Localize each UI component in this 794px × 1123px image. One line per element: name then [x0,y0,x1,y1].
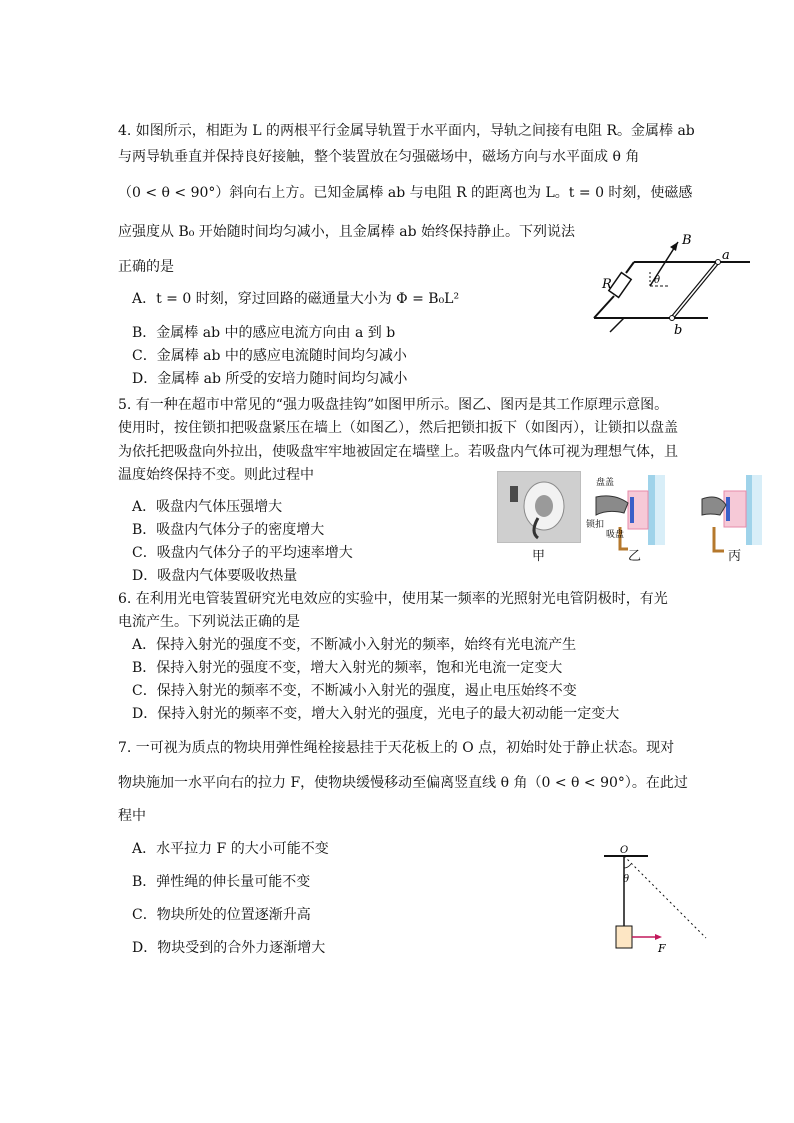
label-lock: 锁扣 [586,520,605,530]
q4-option-a: A．t = 0 时刻，穿过回路的磁通量大小为 Φ = B₀L² [132,291,460,307]
q5-stem-line-2: 使用时，按住锁扣把吸盘紧压在墙上（如图乙），然后把锁扣扳下（如图丙），让锁扣以盘盖 [118,420,678,436]
label-b-field: B [682,233,692,248]
label-cover: 盘盖 [596,478,615,488]
q7-stem-line-1: 7. 一可视为质点的物块用弹性绳栓接悬挂于天花板上的 O 点，初始时处于静止状态。现对 [118,740,675,756]
label-a: a [722,248,730,263]
label-cup: 吸盘 [606,530,625,540]
label-f: F [658,942,666,954]
label-theta-7: θ [623,874,630,885]
q5-stem-line-4: 温度始终保持不变。则此过程中 [118,467,314,483]
suction-hook-photo [497,471,581,543]
caption-jia: 甲 [532,549,546,564]
q4-stem-line-2: 与两导轨垂直并保持良好接触，整个装置放在匀强磁场中，磁场方向与水平面成 θ 角 [118,149,640,165]
q5-option-c: C．吸盘内气体分子的平均速率增大 [132,545,353,561]
label-theta: θ [654,275,661,286]
q6-option-d: D．保持入射光的频率不变，增大入射光的强度，光电子的最大初动能一定变大 [132,706,620,722]
q6-option-c: C．保持入射光的频率不变，不断减小入射光的强度，遏止电压始终不变 [132,683,577,699]
caption-bing: 丙 [728,549,742,564]
q4-stem-line-3: （0 < θ < 90°）斜向右上方。已知金属棒 ab 与电阻 R 的距离也为 L。t = 0 时刻，使磁感 [118,185,693,201]
label-r: R [602,277,612,292]
q6-option-b: B．保持入射光的强度不变，增大入射光的频率，饱和光电流一定变大 [132,660,563,676]
deflected-line [624,856,706,938]
q4-rail-figure [590,228,762,340]
q7-option-b: B．弹性绳的伸长量可能不变 [132,874,311,890]
q5-option-a: A．吸盘内气体压强增大 [132,499,283,515]
q7-option-a: A．水平拉力 F 的大小可能不变 [132,841,329,857]
q7-stem-line-3: 程中 [118,808,146,824]
q4-stem-line-4: 应强度从 B₀ 开始随时间均匀减小，且金属棒 ab 始终保持静止。下列说法 [118,224,576,240]
resistor-icon [609,273,631,298]
q5-option-b: B．吸盘内气体分子的密度增大 [132,522,325,538]
q5-stem-line-3: 为依托把吸盘向外拉出，使吸盘牢牢地被固定在墙壁上。若吸盘内气体可视为理想气体，且 [118,444,678,460]
block [616,926,632,948]
caption-yi: 乙 [628,549,642,564]
q6-stem-line-2: 电流产生。下列说法正确的是 [118,614,300,630]
metal-bar [672,262,718,318]
q5-option-d: D．吸盘内气体要吸收热量 [132,568,298,584]
q4-stem-line-1: 4. 如图所示，相距为 L 的两根平行金属导轨置于水平面内，导轨之间接有电阻 R。金属棒 ab [118,123,695,139]
q6-stem-line-1: 6. 在利用光电管装置研究光电效应的实验中，使用某一频率的光照射光电管阴极时，有光 [118,591,668,607]
label-b: b [674,323,683,338]
q7-pendulum-figure [598,842,710,954]
label-o: O [620,845,629,856]
q4-stem-line-5: 正确的是 [118,259,174,275]
q4-option-c: C．金属棒 ab 中的感应电流随时间均匀减小 [132,348,407,364]
q6-option-a: A．保持入射光的强度不变，不断减小入射光的频率，始终有光电流产生 [132,637,577,653]
q5-stem-line-1: 5. 有一种在超市中常见的“强力吸盘挂钩”如图甲所示。图乙、图丙是其工作原理示意图。 [118,397,669,413]
q7-stem-line-2: 物块施加一水平向右的拉力 F，使物块缓慢移动至偏离竖直线 θ 角（0 < θ < 90°）。在此过 [118,775,688,791]
q4-option-d: D．金属棒 ab 所受的安培力随时间均匀减小 [132,371,408,387]
q7-option-c: C．物块所处的位置逐渐升高 [132,907,311,923]
q4-option-b: B．金属棒 ab 中的感应电流方向由 a 到 b [132,325,396,341]
q7-option-d: D．物块受到的合外力逐渐增大 [132,940,326,956]
